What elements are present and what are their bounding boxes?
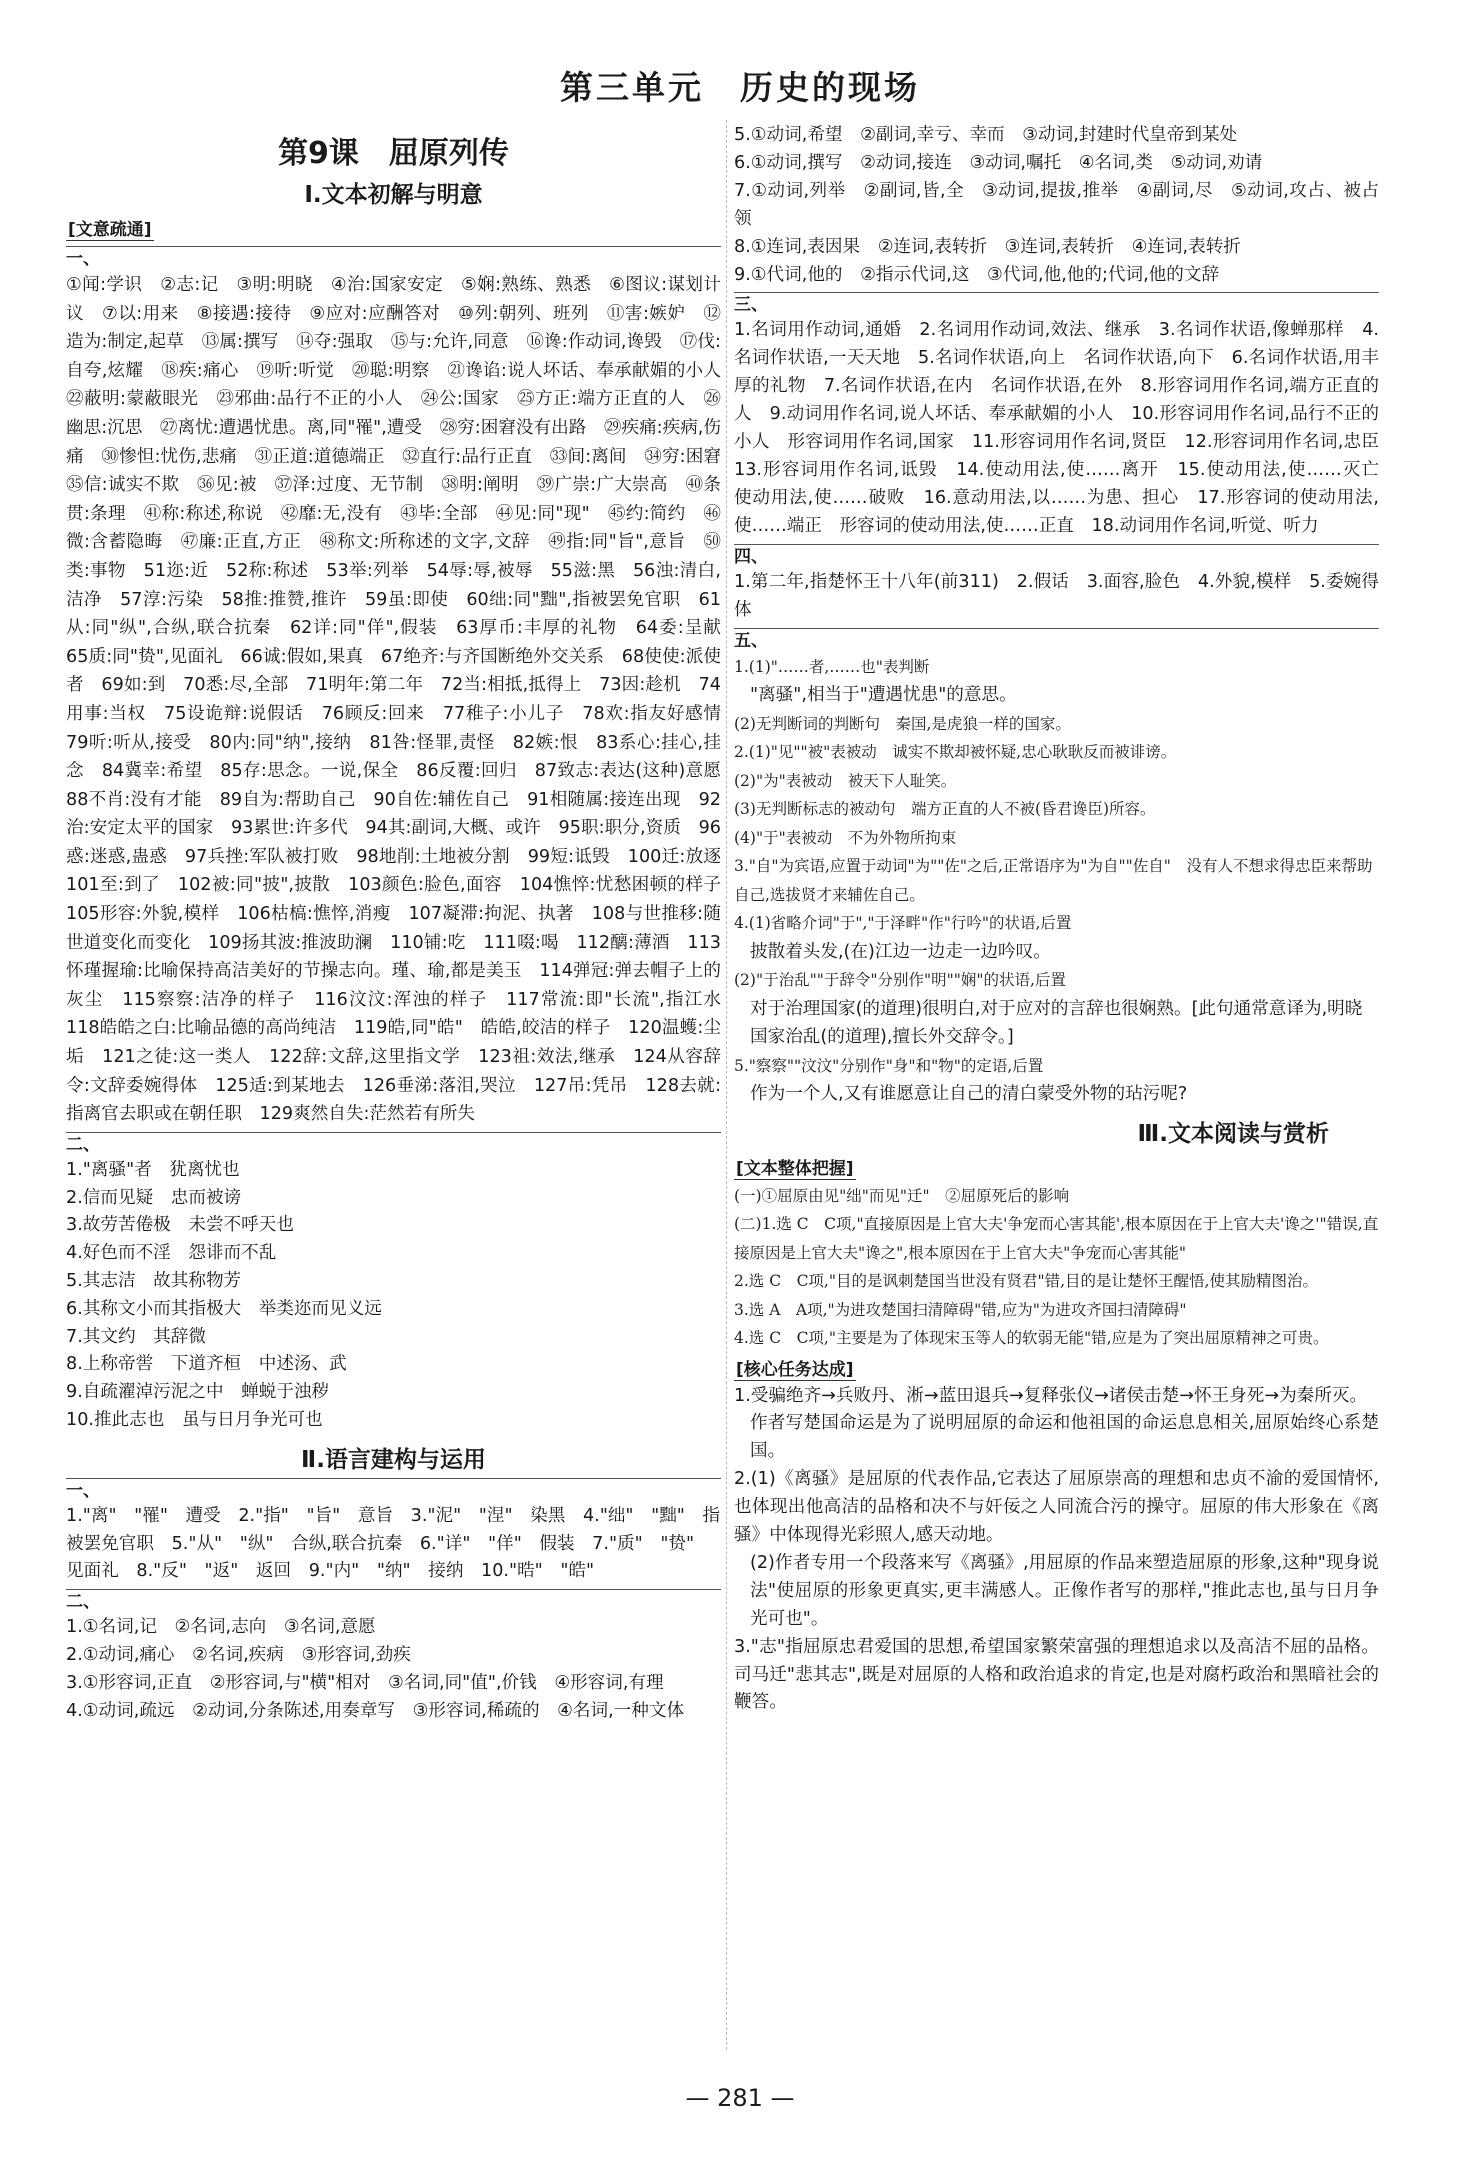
- list-item: 9.自疏濯淖污泥之中 蝉蜕于浊秽: [66, 1382, 330, 1403]
- list-item: 3.故劳苦倦极 未尝不呼天也: [66, 1215, 294, 1236]
- tongjia-paragraph: 1."离" "罹" 遭受 2."指" "旨" 意旨 3."泥" "涅" 染黑 4."绌" "黜" 指被罢免官职 5."从" "纵" 合纵,联合抗秦 6."详" "佯" 假装 7."质" "贽" 见面礼 8."反" "返" 返回 9."内" "纳" 接纳 10."晧" "皓": [66, 1505, 721, 1582]
- heading-si: 四、: [734, 544, 1379, 569]
- word-usage-list: [734, 122, 1379, 289]
- list-item: (2)无判断词的判断句 秦国,是虎狼一样的国家。: [734, 714, 1071, 733]
- list-item: (二)1.选 C C项,"直接原因是上官大夫'争宠而心害其能',根本原因在于上官大夫'谗之'"错误,直接原因是上官大夫"谗之",根本原因在于上官大夫"争宠而心害其能": [734, 1215, 1379, 1262]
- list-item: 6.①动词,撰写 ②动词,接连 ③动词,嘱托 ④名词,类 ⑤动词,劝请: [734, 152, 1263, 173]
- word-meaning-list: [66, 1614, 721, 1725]
- list-item: 7.①动词,列举 ②副词,皆,全 ③动词,提拔,推举 ④副词,尽 ⑤动词,攻占、被占领: [734, 180, 1379, 229]
- section-1-title: Ⅰ.文本初解与明意: [304, 182, 483, 208]
- heading-3: 一、: [66, 1478, 721, 1503]
- list-item: 3.选 A A项,"为进攻楚国扫清障碍"错,应为"为进攻齐国扫清障碍": [734, 1300, 1187, 1319]
- list-item: 作为一个人,又有谁愿意让自己的清白蒙受外物的玷污呢?: [750, 1084, 1188, 1104]
- list-item: 4.①动词,疏远 ②动词,分条陈述,用奏章写 ③形容词,稀疏的 ④名词,一种文体: [66, 1700, 685, 1721]
- heading-1: 一、: [66, 246, 721, 271]
- sentence-pattern-list: [734, 653, 1379, 1109]
- list-item: 3."自"为宾语,应置于动词"为""佐"之后,正常语序为"为自""佐自" 没有人不想求得忠臣来帮助自己,选拔贤才来辅佐自己。: [734, 857, 1373, 904]
- left-column: [66, 122, 739, 1725]
- list-item: 4.(1)省略介词"于","于泽畔"作"行吟"的状语,后置: [734, 914, 1072, 932]
- vocab-paragraph: ①闻:学识 ②志:记 ③明:明晓 ④治:国家安定 ⑤娴:熟练、熟悉 ⑥图议:谋划计议 ⑦以:用来 ⑧接遇:接待 ⑨应对:应酬答对 ⑩列:朝列、班列 ⑪害:嫉妒 ⑫造为:制定,起草 ⑬属:撰写 ⑭夺:强取 ⑮与:允许,同意 ⑯谗:作动词,谗毁 ⑰伐:自夸,炫耀 ⑱疾:痛心 ⑲听:听觉 ⑳聪:明察 ㉑谗谄:说人坏话、奉承献媚的小人 ㉒蔽明:蒙蔽眼光 ㉓邪曲:品行不正的小人 ㉔公:国家 ㉕方正:端方正直的人 ㉖幽思:沉思 ㉗离忧:遭遇忧患。离,同"罹",遭受 ㉘穷:困窘没有出路 ㉙疾痛:疾病,伤痛 ㉚惨怛:忧伤,悲痛 ㉛正道:道德端正 ㉜直行:品行正直 ㉝间:离间 ㉞穷:困窘 ㉟信:诚实不欺 ㊱见:被 ㊲泽:过度、无节制 ㊳明:阐明 ㊴广崇:广大崇高 ㊵条贯:条理 ㊶称:称述,称说 ㊷靡:无,没有 ㊸毕:全部 ㊹见:同"现" ㊺约:简约 ㊻微:含蓄隐晦 ㊼廉:正直,方正 ㊽称文:所称述的文字,文辞 ㊾指:同"旨",意旨 ㊿类:事物 51迩:近 52称:称述 53举:列举 54辱:辱,被辱 55滋:黑 56浊:清白,洁净 57淳:污染 58推:推赞,推许 59虽:即使 60绌:同"黜",指被罢免官职 61从:同"纵",合纵,联合抗秦 62详:同"佯",假装 63厚币:丰厚的礼物 64委:呈献 65质:同"贽",见面礼 66诚:假如,果真 67绝齐:与齐国断绝外交关系 68使使:派使者 69如:到 70悉:尽,全部 71明年:第二年 72当:相抵,抵得上 73因:趁机 74用事:当权 75设诡辩:说假话 76顾反:回来 77稚子:小儿子 78欢:指友好感情 79听:听从,接受 80内:同"纳",接纳 81咎:怪罪,责怪 82嫉:恨 83系心:挂心,挂念 84冀幸:希望 85存:思念。一说,保全 86反覆:回归 87致志:表达(这种)意愿 88不肖:没有才能 89自为:帮助自己 90自佐:辅佐自己 91相随属:接连出现 92治:安定太平的国家 93累世:许多代 94其:副词,大概、或许 95职:职分,资质 96惑:迷惑,蛊惑 97兵挫:军队被打败 98地削:土地被分割 99短:诋毁 100迁:放逐 101至:到了 102被:同"披",披散 103颜色:脸色,面容 104憔悴:忧愁困顿的样子 105形容:外貌,模样 106枯槁:憔悴,消瘦 107凝滞:拘泥、执著 108与世推移:随世道变化而变化 109扬其波:推波助澜 110铺:吃 111啜:喝 112醨:薄酒 113怀瑾握瑜:比喻保持高洁美好的节操志向。瑾、瑜,都是美玉 114弹冠:弹去帽子上的灰尘 115察察:洁净的样子 116汶汶:浑浊的样子 117常流:即"长流",指江水 118皓皓之白:比喻品德的高尚纯洁 119皓,同"皓" 皓皓,皎洁的样子 120温蠖:尘垢 121之徒:这一类人 122辞:文辞,这里指文学 123祖:效法,继承 124从容辞令:文辞委婉得体 125适:到某地去 126垂涕:落泪,哭泣 127吊:凭吊 128去就:指离官去职或在朝任职 129爽然自失:茫然若有所失: [66, 275, 739, 1125]
- list-item: 2.①动词,痛心 ②名词,疾病 ③形容词,劲疾: [66, 1644, 411, 1665]
- list-item: 5."察察""汶汶"分别作"身"和"物"的定语,后置: [734, 1056, 1044, 1075]
- list-item: 5.其志洁 故其称物芳: [66, 1271, 242, 1291]
- right-column: [734, 122, 1397, 1717]
- list-item: (2)"于治乱""于辞令"分别作"明""娴"的状语,后置: [734, 971, 1066, 989]
- list-item: 1.①名词,记 ②名词,志向 ③名词,意愿: [66, 1617, 376, 1638]
- overall-grasp-list: [734, 1182, 1379, 1353]
- list-item: (2)"为"表被动 被天下人耻笑。: [734, 771, 957, 790]
- heading-4: 二、: [66, 1589, 721, 1614]
- heading-san: 三、: [734, 292, 1379, 317]
- column-divider: [726, 120, 727, 2050]
- unit-title: 第三单元 历史的现场: [560, 68, 920, 107]
- list-item: 2.(1)"见""被"表被动 诚实不欺却被怀疑,忠心耿耿反而被诽谤。: [734, 743, 1177, 761]
- list-item: 10.推此志也 虽与日月争光可也: [66, 1409, 323, 1430]
- list-item: 1."离骚"者 犹离忧也: [66, 1159, 240, 1180]
- heading-wu: 五、: [734, 628, 1379, 653]
- core-task-list: [734, 1383, 1379, 1718]
- list-item: 6.其称文小而其指极大 举类迩而见义远: [66, 1298, 382, 1319]
- tag-wenyi: [ 文意疏通 ]: [66, 215, 154, 241]
- tag-hexin: [ 核心任务达成 ]: [734, 1355, 856, 1381]
- list-item: 2.(1)《离骚》是屈原的代表作品,它表达了屈原崇高的理想和忠贞不渝的爱国情怀,也体现出他高洁的品格和决不与奸佞之人同流合污的操守。屈原的伟大形象在《离骚》中体现得光彩照人,感天动地。: [734, 1469, 1379, 1546]
- san-paragraph: 1.名词用作动词,通婚 2.名词用作动词,效法、继承 3.名词作状语,像蝉那样 4.名词作状语,一天天地 5.名词作状语,向上 名词作状语,向下 6.名词作状语,用丰厚的礼物 7.名词作状语,在内 名词作状语,在外 8.形容词用作名词,端方正直的人 9.动词用作名词,说人坏话、奉承献媚的小人 10.形容词用作名词,品行不正的小人 形容词用作名词,国家 11.形容词用作名词,贤臣 12.形容词用作名词,忠臣 13.形容词用作名词,诋毁 14.使动用法,使……离开 15.使动用法,使……灭亡 使动用法,使……破败 16.意动用法,以……为患、担心 17.形容词的使动用法,使……端正 形容词的使动用法,使……正直 18.动词用作名词,听觉、听力: [734, 320, 1397, 536]
- list-item: (一)①屈原由见"绌"而见"迁" ②屈原死后的影响: [734, 1186, 1070, 1205]
- si-paragraph: 1.第二年,指楚怀王十八年(前311) 2.假话 3.面容,脸色 4.外貌,模样 5.委婉得体: [734, 571, 1379, 620]
- list-item: 1.受骗绝齐→兵败丹、淅→蓝田退兵→复释张仪→诸侯击楚→怀王身死→为秦所灭。: [734, 1385, 1368, 1406]
- list-item: 9.①代词,他的 ②指示代词,这 ③代词,他,他的;代词,他的文辞: [734, 264, 1220, 285]
- list-item: 7.其文约 其辞微: [66, 1326, 206, 1347]
- list-item: 对于治理国家(的道理)很明白,对于应对的言辞也很娴熟。[此句通常意译为,明晓国家治乱(的道理),擅长外交辞令。]: [750, 998, 1363, 1047]
- page-number: — 281 —: [0, 2084, 1480, 2112]
- list-item: 作者写楚国命运是为了说明屈原的命运和他祖国的命运息息相关,屈原始终心系楚国。: [750, 1413, 1379, 1462]
- list-item: 4.好色而不淫 怨诽而不乱: [66, 1243, 277, 1264]
- list-item: 3."志"指屈原忠君爱国的思想,希望国家繁荣富强的理想追求以及高洁不屈的品格。司马迁"悲其志",既是对屈原的人格和政治追求的肯定,也是对腐朽政治和黑暗社会的鞭答。: [734, 1636, 1379, 1713]
- lesson-title: 第9课 屈原列传: [278, 136, 509, 171]
- section-3-title: Ⅲ.文本阅读与赏析: [1137, 1120, 1329, 1147]
- list-item: 2.选 C C项,"目的是讽刺楚国当世没有贤君"错,目的是让楚怀王醒悟,使其励精图治。: [734, 1272, 1318, 1290]
- list-item: (2)作者专用一个段落来写《离骚》,用屈原的作品来塑造屈原的形象,这种"现身说法"使屈原的形象更真实,更丰满感人。正像作者写的那样,"推此志也,虽与日月争光可也"。: [750, 1552, 1379, 1629]
- list-item: (3)无判断标志的被动句 端方正直的人不被(昏君谗臣)所容。: [734, 800, 1156, 818]
- sentence-list: [66, 1157, 721, 1435]
- list-item: 8.上称帝喾 下道齐桓 中述汤、武: [66, 1354, 347, 1375]
- list-item: 4.选 C C项,"主要是为了体现宋玉等人的软弱无能"错,应是为了突出屈原精神之可贵。: [734, 1329, 1329, 1347]
- list-item: 3.①形容词,正直 ②形容词,与"横"相对 ③名词,同"值",价钱 ④形容词,有理: [66, 1672, 664, 1693]
- list-item: 1.(1)"……者,……也"表判断: [734, 657, 930, 676]
- list-item: 披散着头发,(在)江边一边走一边吟叹。: [750, 941, 1051, 962]
- list-item: 5.①动词,希望 ②副词,幸亏、幸而 ③动词,封建时代皇帝到某处: [734, 125, 1238, 145]
- list-item: 2.信而见疑 忠而被谤: [66, 1187, 242, 1208]
- section-2-title: Ⅱ.语言建构与运用: [301, 1446, 486, 1473]
- list-item: 8.①连词,表因果 ②连词,表转折 ③连词,表转折 ④连词,表转折: [734, 236, 1241, 257]
- tag-zhengti: [ 文本整体把握 ]: [734, 1154, 856, 1180]
- list-item: (4)"于"表被动 不为外物所拘束: [734, 828, 957, 847]
- list-item: "离骚",相当于"遭遇忧患"的意思。: [750, 685, 1017, 705]
- heading-2: 二、: [66, 1132, 721, 1157]
